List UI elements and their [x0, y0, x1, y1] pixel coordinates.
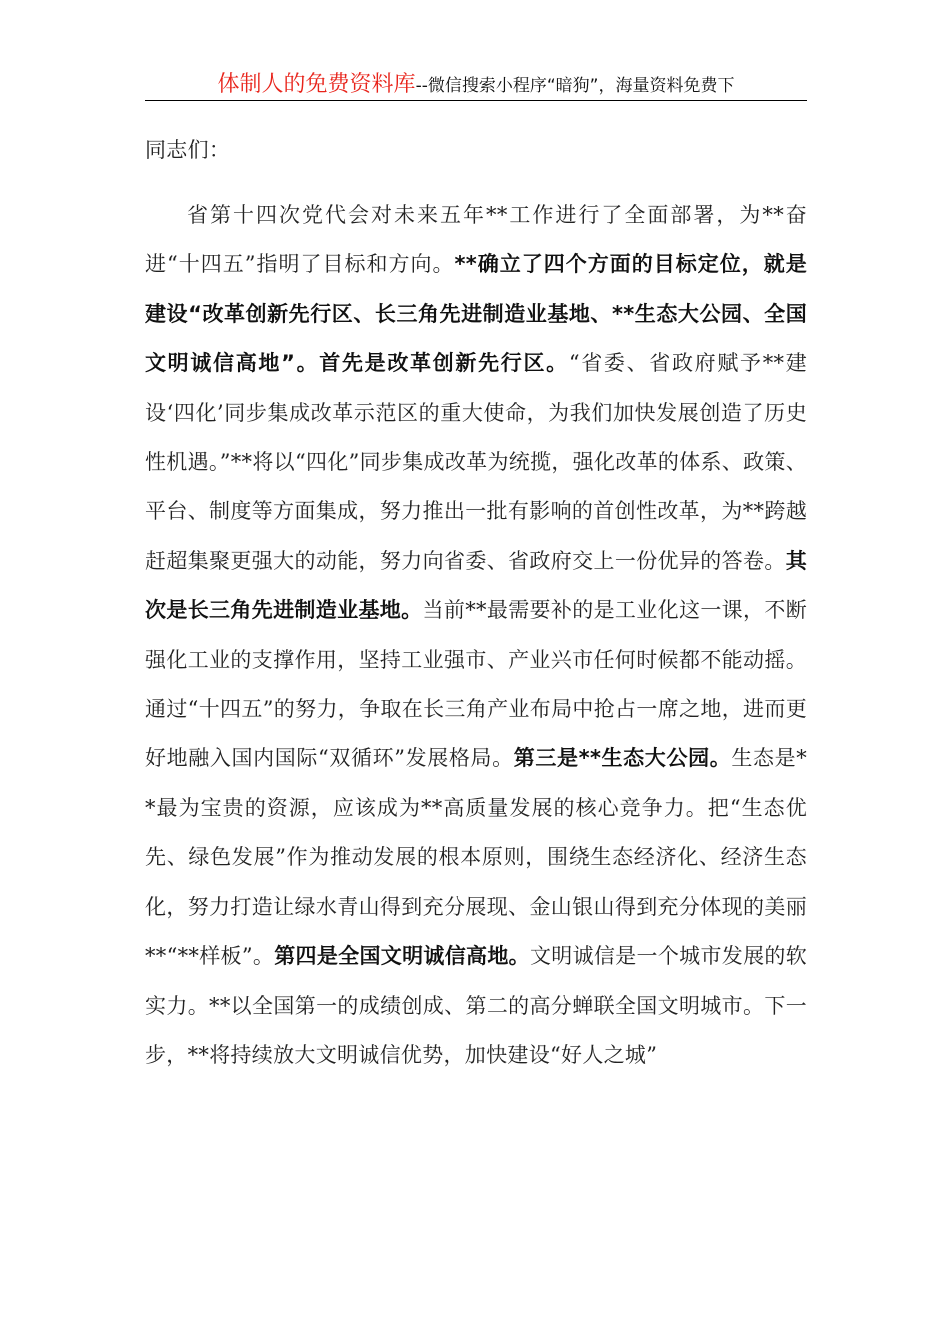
document-body	[145, 126, 807, 1080]
bold-text-segment: 第三是**生态大公园。	[513, 746, 732, 771]
text-segment: 生态是**最为宝贵的资源，应该成为**高质量发展的核心竞争力。把“生态优先、绿色发展”作为推动发展的根本原则，围绕生态经济化、经济生态化，努力打造让绿水青山得到充分展现、金山银山得到充分体现的美丽**“**样板”。	[145, 746, 808, 969]
text-segment: “省委、省政府赋予**建设‘四化’同步集成改革示范区的重大使命，为我们加快发展创造了历史性机遇。”**将以“四化”同步集成改革为统揽，强化改革的体系、政策、平台、制度等方面集成，努力推出一批有影响的首创性改革，为**跨越赶超集聚更强大的动能，努力向省委、省政府交上一份优异的答卷。	[145, 351, 807, 573]
salutation: 同志们：	[145, 138, 231, 162]
text-segment: 文明诚信是一个城市发展的软实力。**以全国第一的成绩创成、第二的高分蝉联全国文明城市。下一步，**将持续放大文明诚信优势，加快建设“好人之城”	[145, 944, 807, 1067]
text-segment: 省第十四次党代会对未来五年**工作进行了全面部署，为**奋进“十四五”指明了目标和方向。	[145, 203, 807, 277]
bold-text-segment: 其次是长三角先进制造业基地。	[145, 548, 807, 623]
body-paragraph	[145, 191, 807, 1080]
header-tagline: --微信搜索小程序“暗狗”，海量资料免费下	[415, 76, 735, 96]
bold-text-segment: **确立了四个方面的目标定位，就是建设“改革创新先行区、长三角先进制造业基地、**生态大公园、全国文明诚信高地”。首先是改革创新先行区。	[145, 252, 807, 376]
page-header	[145, 70, 807, 101]
text-segment: 当前**最需要补的是工业化这一课，不断强化工业的支撑作用，坚持工业强市、产业兴市任何时候都不能动摇。通过“十四五”的努力，争取在长三角产业布局中抢占一席之地，进而更好地融入国内国际“双循环”发展格局。	[145, 598, 808, 771]
header-brand: 体制人的免费资料库	[217, 72, 416, 97]
bold-text-segment: 第四是全国文明诚信高地。	[274, 944, 530, 969]
